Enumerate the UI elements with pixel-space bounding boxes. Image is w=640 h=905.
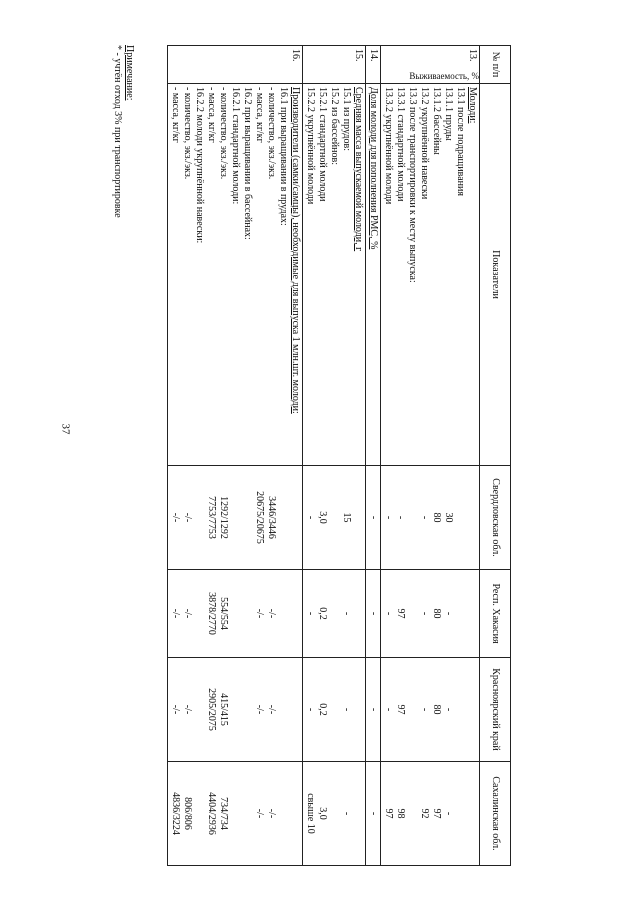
indicator-line: 13.3 после транспортировки к месту выпуска:	[407, 87, 418, 283]
value-line: -	[383, 611, 394, 616]
value-line: 4404/2936	[206, 792, 217, 835]
indicator-line: Доля молоди для пополнения РМС, %	[368, 87, 379, 250]
indicator-line: 15.1 из прудов:	[341, 87, 352, 151]
value-line	[406, 765, 418, 862]
value-line: -	[341, 707, 352, 712]
value-line: 15	[341, 512, 352, 523]
footnote	[111, 45, 135, 865]
indicator-line: 15.2.1 стандартной молоди	[317, 87, 328, 202]
value-cell	[168, 762, 303, 866]
value-cell	[168, 570, 303, 658]
value-cell	[366, 762, 381, 866]
value-line: 97	[431, 808, 442, 819]
value-line	[289, 765, 301, 862]
value-line: -/-	[182, 704, 193, 715]
value-line	[193, 469, 205, 566]
value-line	[406, 469, 418, 566]
value-line	[466, 765, 478, 862]
indicator-line: 13.2 укрупнённой навески	[419, 87, 430, 200]
indicator-line: 15.2.2 укрупнённой молоди	[305, 87, 316, 205]
indicator-line: - количество, экз./экз.	[266, 87, 277, 180]
value-line: 1292/1292	[218, 496, 229, 539]
value-cell	[303, 762, 366, 866]
note-title: Примечание:	[124, 45, 135, 101]
value-line	[352, 469, 364, 566]
value-line	[193, 765, 205, 862]
indicator-line: - масса, кг/кг	[206, 87, 217, 143]
row-number: 13.	[381, 46, 480, 70]
value-line: 4836/3224	[170, 792, 181, 835]
value-line: 554/554	[218, 597, 229, 630]
value-line: 97	[383, 808, 394, 819]
value-line	[241, 765, 253, 862]
indicator-line: 13.3.1 стандартной молоди	[395, 87, 406, 202]
value-line: -	[305, 707, 316, 712]
value-line	[454, 469, 466, 566]
indicator-line: - количество, экз./экз.	[218, 87, 229, 180]
value-cell	[168, 466, 303, 570]
header-num: № п/п	[480, 46, 511, 84]
value-line	[352, 765, 364, 862]
value-line: -/-	[266, 608, 277, 619]
value-line	[454, 573, 466, 654]
header-indicator: Показатели	[480, 84, 511, 466]
indicator-line: 13.1.1 пруды	[443, 87, 454, 141]
indicator-line: - масса, кг/кг	[170, 87, 181, 143]
value-line: -/-	[266, 808, 277, 819]
value-line: -	[395, 515, 406, 520]
value-line: 30	[443, 512, 454, 523]
value-line: 3,0	[317, 511, 328, 524]
value-line: -	[443, 707, 454, 712]
value-line: -	[341, 811, 352, 816]
indicator-line: Средняя масса выпускаемой молоди, г	[353, 87, 364, 252]
value-line: 92	[419, 808, 430, 819]
value-line: -	[419, 515, 430, 520]
value-line: свыше 10	[305, 793, 316, 834]
value-line	[466, 469, 478, 566]
value-line: 98	[395, 808, 406, 819]
value-line	[289, 469, 301, 566]
value-line: -/-	[170, 512, 181, 523]
value-line: 0,2	[317, 703, 328, 716]
value-cell	[381, 762, 480, 866]
indicator-line: 13.1.2 бассейны	[431, 87, 442, 155]
indicator-line: 16.2.2 молоди укрупнённой навески:	[194, 87, 205, 244]
value-line: 2905/2075	[206, 688, 217, 731]
value-line	[454, 661, 466, 758]
value-line	[277, 469, 289, 566]
data-table	[167, 45, 511, 866]
value-line	[277, 573, 289, 654]
value-line: 80	[431, 704, 442, 715]
value-line	[406, 661, 418, 758]
value-line: 3446/3446	[266, 496, 277, 539]
value-line: 97	[395, 704, 406, 715]
value-line: -/-	[170, 608, 181, 619]
value-cell	[303, 658, 366, 762]
value-line: -	[305, 611, 316, 616]
indicator-line: Молоди:	[467, 87, 478, 124]
indicator-line: 16.2.1 стандартной молоди:	[230, 87, 241, 205]
value-line: 80	[431, 512, 442, 523]
value-line	[229, 661, 241, 758]
value-line: 0,2	[317, 607, 328, 620]
value-cell	[303, 466, 366, 570]
value-cell	[366, 466, 381, 570]
value-cell	[366, 570, 381, 658]
value-line: 415/415	[218, 693, 229, 726]
value-line	[466, 573, 478, 654]
value-cell	[303, 570, 366, 658]
value-line: -	[443, 611, 454, 616]
value-line: -/-	[182, 512, 193, 523]
value-line	[352, 661, 364, 758]
value-cell	[381, 658, 480, 762]
value-line	[406, 573, 418, 654]
value-cell	[366, 658, 381, 762]
value-line: -	[341, 611, 352, 616]
value-line	[241, 573, 253, 654]
table-row	[366, 46, 381, 866]
table-row	[303, 46, 366, 866]
indicator-line: 16.1 при выращивании в прудах:	[278, 87, 289, 226]
table-row	[168, 46, 303, 866]
value-line: -	[383, 515, 394, 520]
value-line: -	[419, 611, 430, 616]
indicator-cell	[366, 84, 381, 466]
value-line: 7753/7753	[206, 496, 217, 539]
value-line: -	[305, 515, 316, 520]
row-side-label	[168, 70, 303, 84]
side-label: Выживаемость, %	[409, 70, 479, 81]
value-line: -	[368, 611, 379, 616]
indicator-cell	[381, 84, 480, 466]
value-line: 97	[395, 608, 406, 619]
row-number: 14.	[366, 46, 381, 70]
header-region-khakassia: Респ. Хакасия	[480, 570, 511, 658]
indicator-line: 16.2 при выращивании в бассейнах:	[242, 87, 253, 240]
value-line: -	[368, 811, 379, 816]
value-line: 20675/20675	[254, 491, 265, 544]
indicator-cell	[303, 84, 366, 466]
rotated-table-page	[91, 45, 511, 865]
row-number: 15.	[303, 46, 366, 70]
value-cell	[381, 466, 480, 570]
row-number: 16.	[168, 46, 303, 70]
value-line: 80	[431, 608, 442, 619]
value-line: -/-	[170, 704, 181, 715]
value-line	[193, 661, 205, 758]
value-line: -/-	[182, 608, 193, 619]
header-region-krasnoyarsk: Красноярский край	[480, 658, 511, 762]
value-line: 3878/2770	[206, 592, 217, 635]
value-line	[277, 765, 289, 862]
table-header-row	[480, 46, 511, 866]
indicator-line: - количество, экз./экз.	[182, 87, 193, 180]
value-line	[466, 661, 478, 758]
value-line	[289, 661, 301, 758]
value-line: -/-	[254, 608, 265, 619]
value-line: -/-	[254, 704, 265, 715]
value-line: 806/806	[182, 797, 193, 830]
value-line: -/-	[254, 808, 265, 819]
value-line: -	[419, 707, 430, 712]
value-line	[328, 573, 340, 654]
value-line	[241, 661, 253, 758]
value-line	[229, 573, 241, 654]
indicator-line: - масса, кг/кг	[254, 87, 265, 143]
value-line: 734/734	[218, 797, 229, 830]
value-line	[352, 573, 364, 654]
row-side-label	[366, 70, 381, 84]
indicator-line: 13.1 после подращивания	[455, 87, 466, 196]
value-line: -	[443, 811, 454, 816]
value-line	[289, 573, 301, 654]
value-line	[241, 469, 253, 566]
value-line: 3,0	[317, 807, 328, 820]
indicator-cell	[168, 84, 303, 466]
header-region-sakhalin: Сахалинская обл.	[480, 762, 511, 866]
value-line	[328, 765, 340, 862]
page-number: 37	[59, 423, 72, 435]
value-cell	[168, 658, 303, 762]
value-line: -/-	[266, 704, 277, 715]
indicator-line: 15.2 из бассейнов:	[329, 87, 340, 165]
value-line	[229, 765, 241, 862]
value-line: -	[368, 515, 379, 520]
value-line	[328, 661, 340, 758]
value-line	[454, 765, 466, 862]
value-line	[328, 469, 340, 566]
note-text: * - учтён отход 3% при транспортировке	[112, 45, 123, 218]
value-cell	[381, 570, 480, 658]
indicator-line: 13.3.2 укрупнённой молоди	[383, 87, 394, 205]
value-line	[229, 469, 241, 566]
table-row	[381, 46, 480, 866]
value-line: -	[368, 707, 379, 712]
header-region-sverdlovsk: Свердловская обл.	[480, 466, 511, 570]
row-side-label	[303, 70, 366, 84]
value-line	[193, 573, 205, 654]
row-side-label	[381, 70, 480, 84]
value-line	[277, 661, 289, 758]
indicator-line: Производители (самки/самцы), необходимые для выпуска 1 млн.шт. молоди:	[290, 87, 301, 414]
value-line: -	[383, 707, 394, 712]
